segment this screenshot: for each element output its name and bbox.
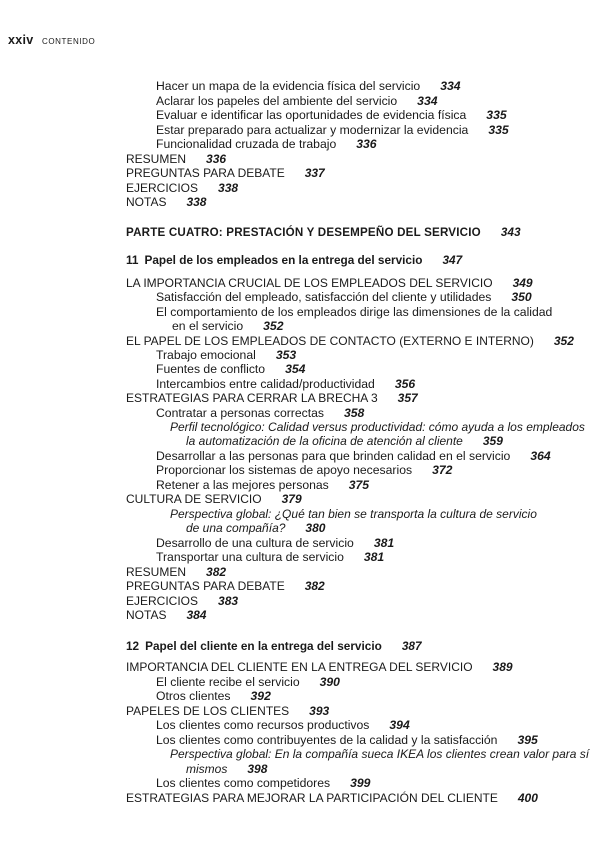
entry-title: RESUMEN: [126, 565, 187, 579]
toc-entry: [126, 195, 206, 209]
entry-title: Perspectiva global: En la compañía sueca IKEA los clientes crean valor para sí: [170, 747, 590, 761]
entry-title: Transportar una cultura de servicio: [156, 550, 344, 564]
page-ref: 336: [356, 137, 377, 151]
toc-entry: [126, 791, 538, 805]
entry-title: PAPELES DE LOS CLIENTES: [126, 704, 290, 718]
toc-entry: [186, 434, 503, 448]
chapter-entry: [126, 639, 422, 653]
entry-title: PARTE CUATRO: PRESTACIÓN Y DESEMPEÑO DEL SERVICIO: [126, 226, 481, 239]
entry-title: Fuentes de conflicto: [156, 362, 266, 376]
page-ref: 359: [482, 434, 503, 448]
entry-title: Desarrollo de una cultura de servicio: [156, 536, 354, 550]
toc-entry: [126, 166, 325, 180]
page-ref: 334: [417, 94, 438, 108]
toc-entry: [126, 334, 574, 348]
entry-title: LA IMPORTANCIA CRUCIAL DE LOS EMPLEADOS DEL SERVICIO: [126, 276, 493, 290]
toc-entry: [186, 762, 267, 776]
entry-title: Perspectiva global: ¿Qué tan bien se transporta la cultura de servicio: [170, 507, 537, 521]
chapter-number: 11: [126, 253, 139, 267]
entry-title: Intercambios entre calidad/productividad: [156, 377, 375, 391]
entry-title: NOTAS: [126, 608, 167, 622]
page-ref: 354: [285, 362, 306, 376]
toc-entry: [156, 463, 452, 477]
entry-title: Hacer un mapa de la evidencia física del servicio: [156, 79, 421, 93]
page-ref: 337: [304, 166, 325, 180]
toc-entry: [156, 718, 410, 732]
page-ref: 380: [305, 521, 326, 535]
page-ref: 338: [218, 181, 239, 195]
entry-title: mismos: [186, 762, 228, 776]
toc-entry: [156, 550, 384, 564]
page-ref: 399: [350, 776, 371, 790]
entry-title: Los clientes como competidores: [156, 776, 331, 790]
toc-entry: [156, 675, 340, 689]
page-ref: 382: [206, 565, 227, 579]
page-ref: 389: [492, 660, 513, 674]
toc-entry: [186, 521, 325, 535]
running-head: CONTENIDO: [41, 37, 96, 46]
page-ref: 392: [250, 689, 271, 703]
toc-entry: [156, 123, 509, 137]
page-ref: 357: [397, 391, 418, 405]
toc-entry: [126, 579, 325, 593]
entry-title: PREGUNTAS PARA DEBATE: [126, 579, 285, 593]
toc-entry: [126, 594, 238, 608]
entry-title: Papel del cliente en la entrega del servicio: [145, 639, 382, 653]
toc-entry: [126, 492, 302, 506]
toc-entry: [170, 747, 589, 761]
toc-entry: [156, 733, 538, 747]
toc-entry: [156, 776, 370, 790]
toc-entry: [126, 608, 206, 622]
toc-entry: [170, 420, 585, 434]
entry-title: Retener a las mejores personas: [156, 478, 329, 492]
page-ref: 372: [432, 463, 453, 477]
page-ref: 343: [500, 226, 521, 239]
entry-title: IMPORTANCIA DEL CLIENTE EN LA ENTREGA DEL SERVICIO: [126, 660, 473, 674]
page-ref: 390: [319, 675, 340, 689]
toc-entry: [156, 94, 438, 108]
entry-title: PREGUNTAS PARA DEBATE: [126, 166, 285, 180]
part-heading: [126, 226, 521, 240]
toc-entry: [156, 449, 551, 463]
page-ref: 334: [440, 79, 461, 93]
toc-entry: [156, 348, 296, 362]
entry-title: EJERCICIOS: [126, 594, 199, 608]
entry-title: Satisfacción del empleado, satisfacción del cliente y utilidades: [156, 290, 492, 304]
toc-entry: [172, 319, 283, 333]
toc-entry: [156, 79, 461, 93]
entry-title: ESTRATEGIAS PARA CERRAR LA BRECHA 3: [126, 391, 378, 405]
entry-title: Funcionalidad cruzada de trabajo: [156, 137, 337, 151]
toc-entry: [126, 660, 513, 674]
page-ref: 352: [263, 319, 284, 333]
entry-title: RESUMEN: [126, 152, 187, 166]
entry-title: Estar preparado para actualizar y modernizar la evidencia: [156, 123, 469, 137]
entry-title: Los clientes como recursos productivos: [156, 718, 370, 732]
entry-title: El comportamiento de los empleados dirige las dimensiones de la calidad: [156, 305, 553, 319]
page-ref: 381: [373, 536, 395, 550]
entry-title: NOTAS: [126, 195, 167, 209]
page-ref: 350: [511, 290, 532, 304]
page-ref: 352: [553, 334, 574, 348]
page-ref: 338: [186, 195, 207, 209]
page-ref: 382: [304, 579, 325, 593]
page-number: xxiv: [8, 33, 34, 47]
entry-title: Contratar a personas correctas: [156, 406, 324, 420]
entry-title: en el servicio: [172, 319, 244, 333]
entry-title: Evaluar e identificar las oportunidades de evidencia física: [156, 108, 467, 122]
entry-title: EL PAPEL DE LOS EMPLEADOS DE CONTACTO (EXTERNO E INTERNO): [126, 334, 534, 348]
entry-title: ESTRATEGIAS PARA MEJORAR LA PARTICIPACIÓN DEL CLIENTE: [126, 791, 498, 805]
toc-entry: [156, 137, 377, 151]
toc-entry: [156, 362, 305, 376]
toc-entry: [156, 290, 532, 304]
toc-entry: [126, 704, 329, 718]
chapter-entry: [126, 253, 462, 267]
toc-entry: [156, 478, 369, 492]
page-ref: 381: [363, 550, 385, 564]
page-ref: 383: [218, 594, 239, 608]
toc-entry: [126, 181, 238, 195]
toc-entry: [126, 565, 226, 579]
toc-entry: [156, 406, 364, 420]
page-ref: 335: [486, 108, 507, 122]
page-ref: 379: [281, 492, 302, 506]
toc-entry: [156, 305, 552, 319]
page-ref: 375: [348, 478, 370, 492]
entry-title: Desarrollar a las personas para que brinden calidad en el servicio: [156, 449, 511, 463]
page-ref: 393: [309, 704, 330, 718]
page-ref: 394: [389, 718, 410, 732]
page-header: [8, 31, 95, 49]
entry-title: EJERCICIOS: [126, 181, 199, 195]
page-ref: 384: [186, 608, 207, 622]
page-ref: 387: [401, 639, 422, 653]
entry-title: Los clientes como contribuyentes de la calidad y la satisfacción: [156, 733, 498, 747]
entry-title: Perfil tecnológico: Calidad versus productividad: cómo ayuda a los empleados: [170, 420, 585, 434]
toc-entry: [126, 276, 533, 290]
page-ref: 400: [517, 791, 538, 805]
page-ref: 347: [442, 253, 463, 267]
page-ref: 353: [275, 348, 297, 362]
page-ref: 358: [344, 406, 365, 420]
entry-title: Aclarar los papeles del ambiente del servicio: [156, 94, 398, 108]
entry-title: Papel de los empleados en la entrega del servicio: [144, 253, 423, 267]
page-ref: 395: [517, 733, 538, 747]
entry-title: la automatización de la oficina de atención al cliente: [186, 434, 463, 448]
toc-entry: [156, 689, 271, 703]
toc-entry: [170, 507, 537, 521]
page-ref: 335: [488, 123, 509, 137]
entry-title: Otros clientes: [156, 689, 231, 703]
entry-title: CULTURA DE SERVICIO: [126, 492, 262, 506]
entry-title: Proporcionar los sistemas de apoyo necesarios: [156, 463, 413, 477]
entry-title: El cliente recibe el servicio: [156, 675, 300, 689]
toc-entry: [156, 377, 415, 391]
toc-entry: [156, 536, 394, 550]
toc-entry: [126, 391, 418, 405]
page-ref: 356: [394, 377, 416, 391]
page-ref: 398: [247, 762, 268, 776]
page-ref: 364: [530, 449, 551, 463]
toc-entry: [156, 108, 507, 122]
page-ref: 349: [512, 276, 533, 290]
toc-entry: [126, 152, 226, 166]
entry-title: Trabajo emocional: [156, 348, 256, 362]
chapter-number: 12: [126, 639, 140, 653]
page-ref: 336: [206, 152, 227, 166]
entry-title: de una compañía?: [186, 521, 286, 535]
